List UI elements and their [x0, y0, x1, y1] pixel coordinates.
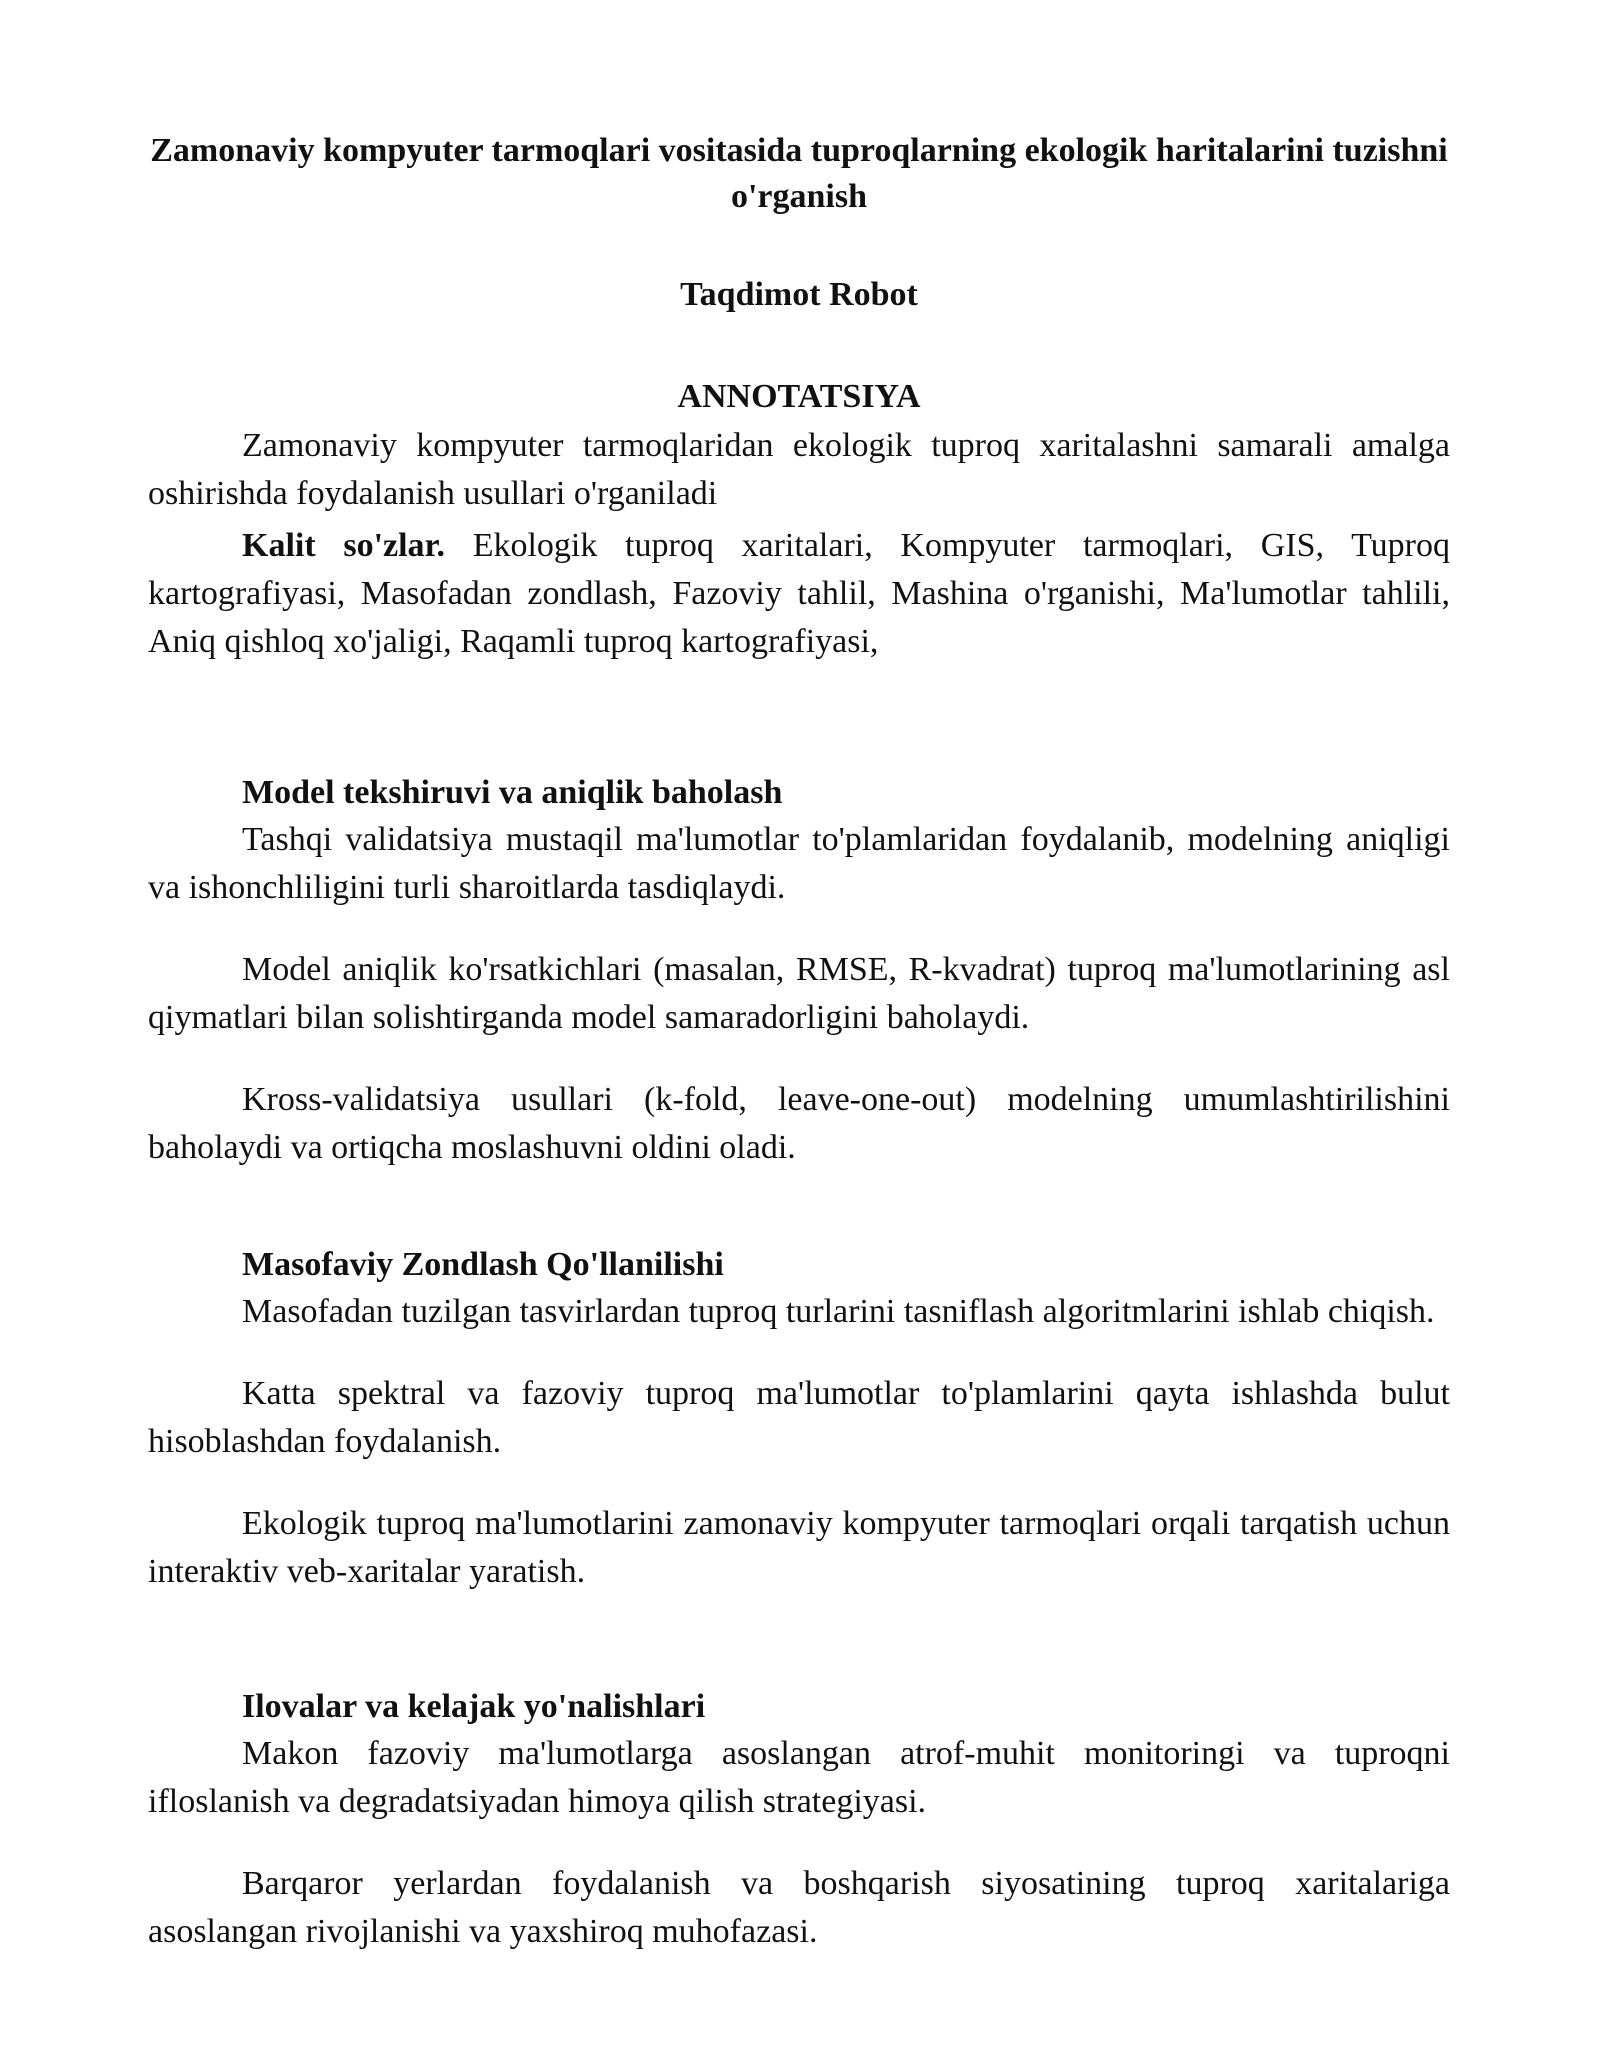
section-remote-sensing — [148, 1242, 1450, 1596]
section-heading: Masofaviy Zondlash Qo'llanilishi — [242, 1246, 724, 1283]
section-paragraph: Makon fazoviy ma'lumotlarga asoslangan atrof-muhit monitoringi va tuproqni ifloslanish va degradatsiyadan himoya qilish strategiyasi. — [148, 1735, 1450, 1820]
document-author: Taqdimot Robot — [680, 276, 918, 313]
document-title: Zamonaviy kompyuter tarmoqlari vositasida tuproqlarning ekologik haritalarini tuzishni o'rganish — [150, 132, 1448, 215]
section-model-validation — [148, 770, 1450, 1172]
keywords-paragraph — [148, 522, 1450, 666]
section-paragraph: Masofadan tuzilgan tasvirlardan tuproq turlarini tasniflash algoritmlarini ishlab chiqish. — [242, 1293, 1435, 1330]
section-paragraph: Katta spektral va fazoviy tuproq ma'lumotlar to'plamlarini qayta ishlashda bulut hisoblashdan foydalanish. — [148, 1375, 1450, 1460]
section-applications — [148, 1684, 1450, 1956]
keywords-label: Kalit so'zlar. — [242, 527, 446, 564]
annotation-heading: ANNOTATSIYA — [677, 378, 921, 415]
section-paragraph: Tashqi validatsiya mustaqil ma'lumotlar to'plamlaridan foydalanib, modelning aniqligi va ishonchliligini turli sharoitlarda tasdiqlaydi. — [148, 821, 1450, 906]
section-paragraph: Model aniqlik ko'rsatkichlari (masalan, RMSE, R-kvadrat) tuproq ma'lumotlarining asl qiymatlari bilan solishtirganda model samaradorligini baholaydi. — [148, 951, 1450, 1036]
section-heading: Model tekshiruvi va aniqlik baholash — [242, 774, 783, 811]
annotation-text: Zamonaviy kompyuter tarmoqlaridan ekologik tuproq xaritalashni samarali amalga oshirishda foydalanish usullari o'rganiladi — [148, 427, 1450, 512]
section-paragraph: Ekologik tuproq ma'lumotlarini zamonaviy kompyuter tarmoqlari orqali tarqatish uchun interaktiv veb-xaritalar yaratish. — [148, 1505, 1450, 1590]
keywords-text: Ekologik tuproq xaritalari, Kompyuter tarmoqlari, GIS, Tuproq kartografiyasi, Masofadan zondlash, Fazoviy tahlil, Mashina o'rganishi, Ma'lumotlar tahlili, Aniq qishloq xo'jaligi, Raqamli tuproq kartografiyasi, — [148, 527, 1450, 660]
section-heading: Ilovalar va kelajak yo'nalishlari — [242, 1688, 706, 1725]
section-paragraph: Kross-validatsiya usullari (k-fold, leave-one-out) modelning umumlashtirilishini baholaydi va ortiqcha moslashuvni oldini oladi. — [148, 1081, 1450, 1166]
section-paragraph: Barqaror yerlardan foydalanish va boshqarish siyosatining tuproq xaritalariga asoslangan rivojlanishi va yaxshiroq muhofazasi. — [148, 1865, 1450, 1950]
annotation-block — [148, 422, 1450, 666]
